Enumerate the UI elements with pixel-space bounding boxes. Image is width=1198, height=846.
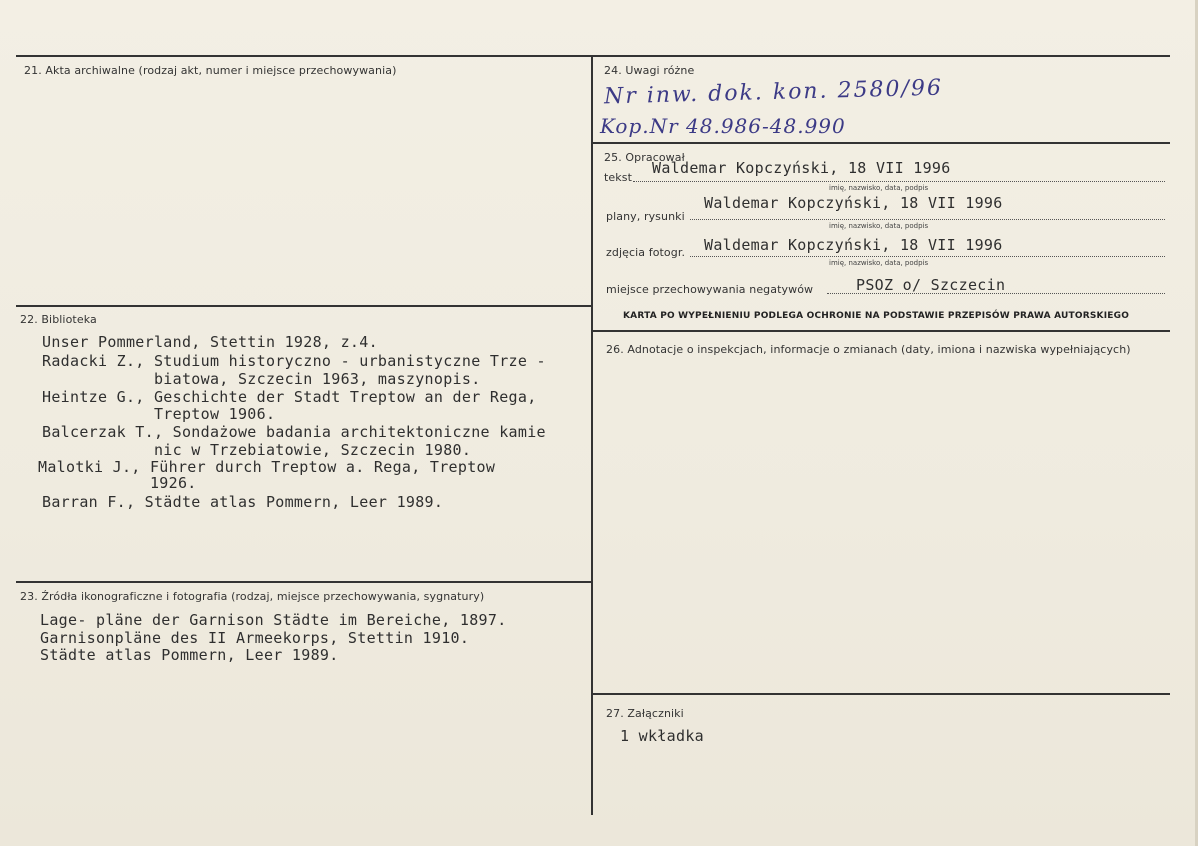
- section-24-label: 24. Uwagi różne: [604, 64, 695, 77]
- bibliography-line: nic w Trzebiatowie, Szczecin 1980.: [42, 441, 472, 459]
- section-21-label: 21. Akta archiwalne (rodzaj akt, numer i miejsce przechowywania): [24, 64, 397, 77]
- section-25-label: 25. Opracował: [604, 151, 685, 164]
- negatywy-value: PSOZ o/ Szczecin: [856, 276, 1006, 294]
- zdjecia-caption: imię, nazwisko, data, podpis: [829, 259, 929, 267]
- plany-dotted-line: [690, 219, 1165, 220]
- bibliography-line: Treptow 1906.: [42, 405, 276, 423]
- attachments-value: 1 wkładka: [620, 727, 704, 745]
- rule-26-27: [592, 693, 1170, 695]
- bibliography-line: Barran F., Städte atlas Pommern, Leer 1989.: [42, 493, 444, 511]
- inventory-note-handwritten: Nr inw. dok. kon. 2580/96: [603, 75, 944, 110]
- tekst-value: Waldemar Kopczyński, 18 VII 1996: [652, 159, 951, 177]
- section-22-label: 22. Biblioteka: [20, 313, 97, 326]
- tekst-caption: imię, nazwisko, data, podpis: [829, 184, 929, 192]
- bibliography-line: biatowa, Szczecin 1963, maszynopis.: [42, 370, 481, 388]
- zdjecia-dotted-line: [690, 256, 1165, 257]
- tekst-dotted-line: [633, 181, 1165, 182]
- bibliography-line: Radacki Z., Studium historyczno - urbanistyczne Trze -: [42, 352, 546, 370]
- section-27-label: 27. Załączniki: [606, 707, 684, 720]
- plany-caption: imię, nazwisko, data, podpis: [829, 222, 929, 230]
- section-23-label: 23. Źródła ikonograficzne i fotografia (rodzaj, miejsce przechowywania, sygnatury): [20, 590, 485, 603]
- rule-22-23: [16, 581, 592, 583]
- section-26-label: 26. Adnotacje o inspekcjach, informacje o zmianach (daty, imiona i nazwiska wypełniających): [606, 343, 1131, 356]
- plany-value: Waldemar Kopczyński, 18 VII 1996: [704, 194, 1003, 212]
- zdjecia-label: zdjęcia fotogr.: [606, 246, 686, 259]
- rule-24-25: [592, 142, 1170, 144]
- bibliography-line: Heintze G., Geschichte der Stadt Treptow an der Rega,: [42, 388, 537, 406]
- bibliography-line: 1926.: [38, 474, 197, 492]
- center-divider: [591, 55, 593, 815]
- zdjecia-value: Waldemar Kopczyński, 18 VII 1996: [704, 236, 1003, 254]
- bibliography-line: Malotki J., Führer durch Treptow a. Rega, Treptow: [38, 458, 496, 476]
- bibliography-line: Balcerzak T., Sondażowe badania architektoniczne kamie: [42, 423, 546, 441]
- negatywy-label: miejsce przechowywania negatywów: [606, 283, 814, 296]
- copyright-notice: KARTA PO WYPEŁNIENIU PODLEGA OCHRONIE NA PODSTAWIE PRZEPISÓW PRAWA AUTORSKIEGO: [623, 311, 1130, 321]
- iconography-line: Garnisonpläne des II Armeekorps, Stettin 1910.: [40, 629, 470, 647]
- bibliography-line: Unser Pommerland, Stettin 1928, z.4.: [42, 333, 378, 351]
- iconography-line: Lage- pläne der Garnison Städte im Bereiche, 1897.: [40, 611, 507, 629]
- rule-21-22: [16, 305, 592, 307]
- rule-25-26: [592, 330, 1170, 332]
- top-rule: [16, 55, 1170, 57]
- plany-label: plany, rysunki: [606, 210, 685, 223]
- copy-number-handwritten: Kop.Nr 48.986-48.990: [600, 114, 846, 138]
- tekst-label: tekst: [604, 171, 632, 184]
- iconography-line: Städte atlas Pommern, Leer 1989.: [40, 646, 339, 664]
